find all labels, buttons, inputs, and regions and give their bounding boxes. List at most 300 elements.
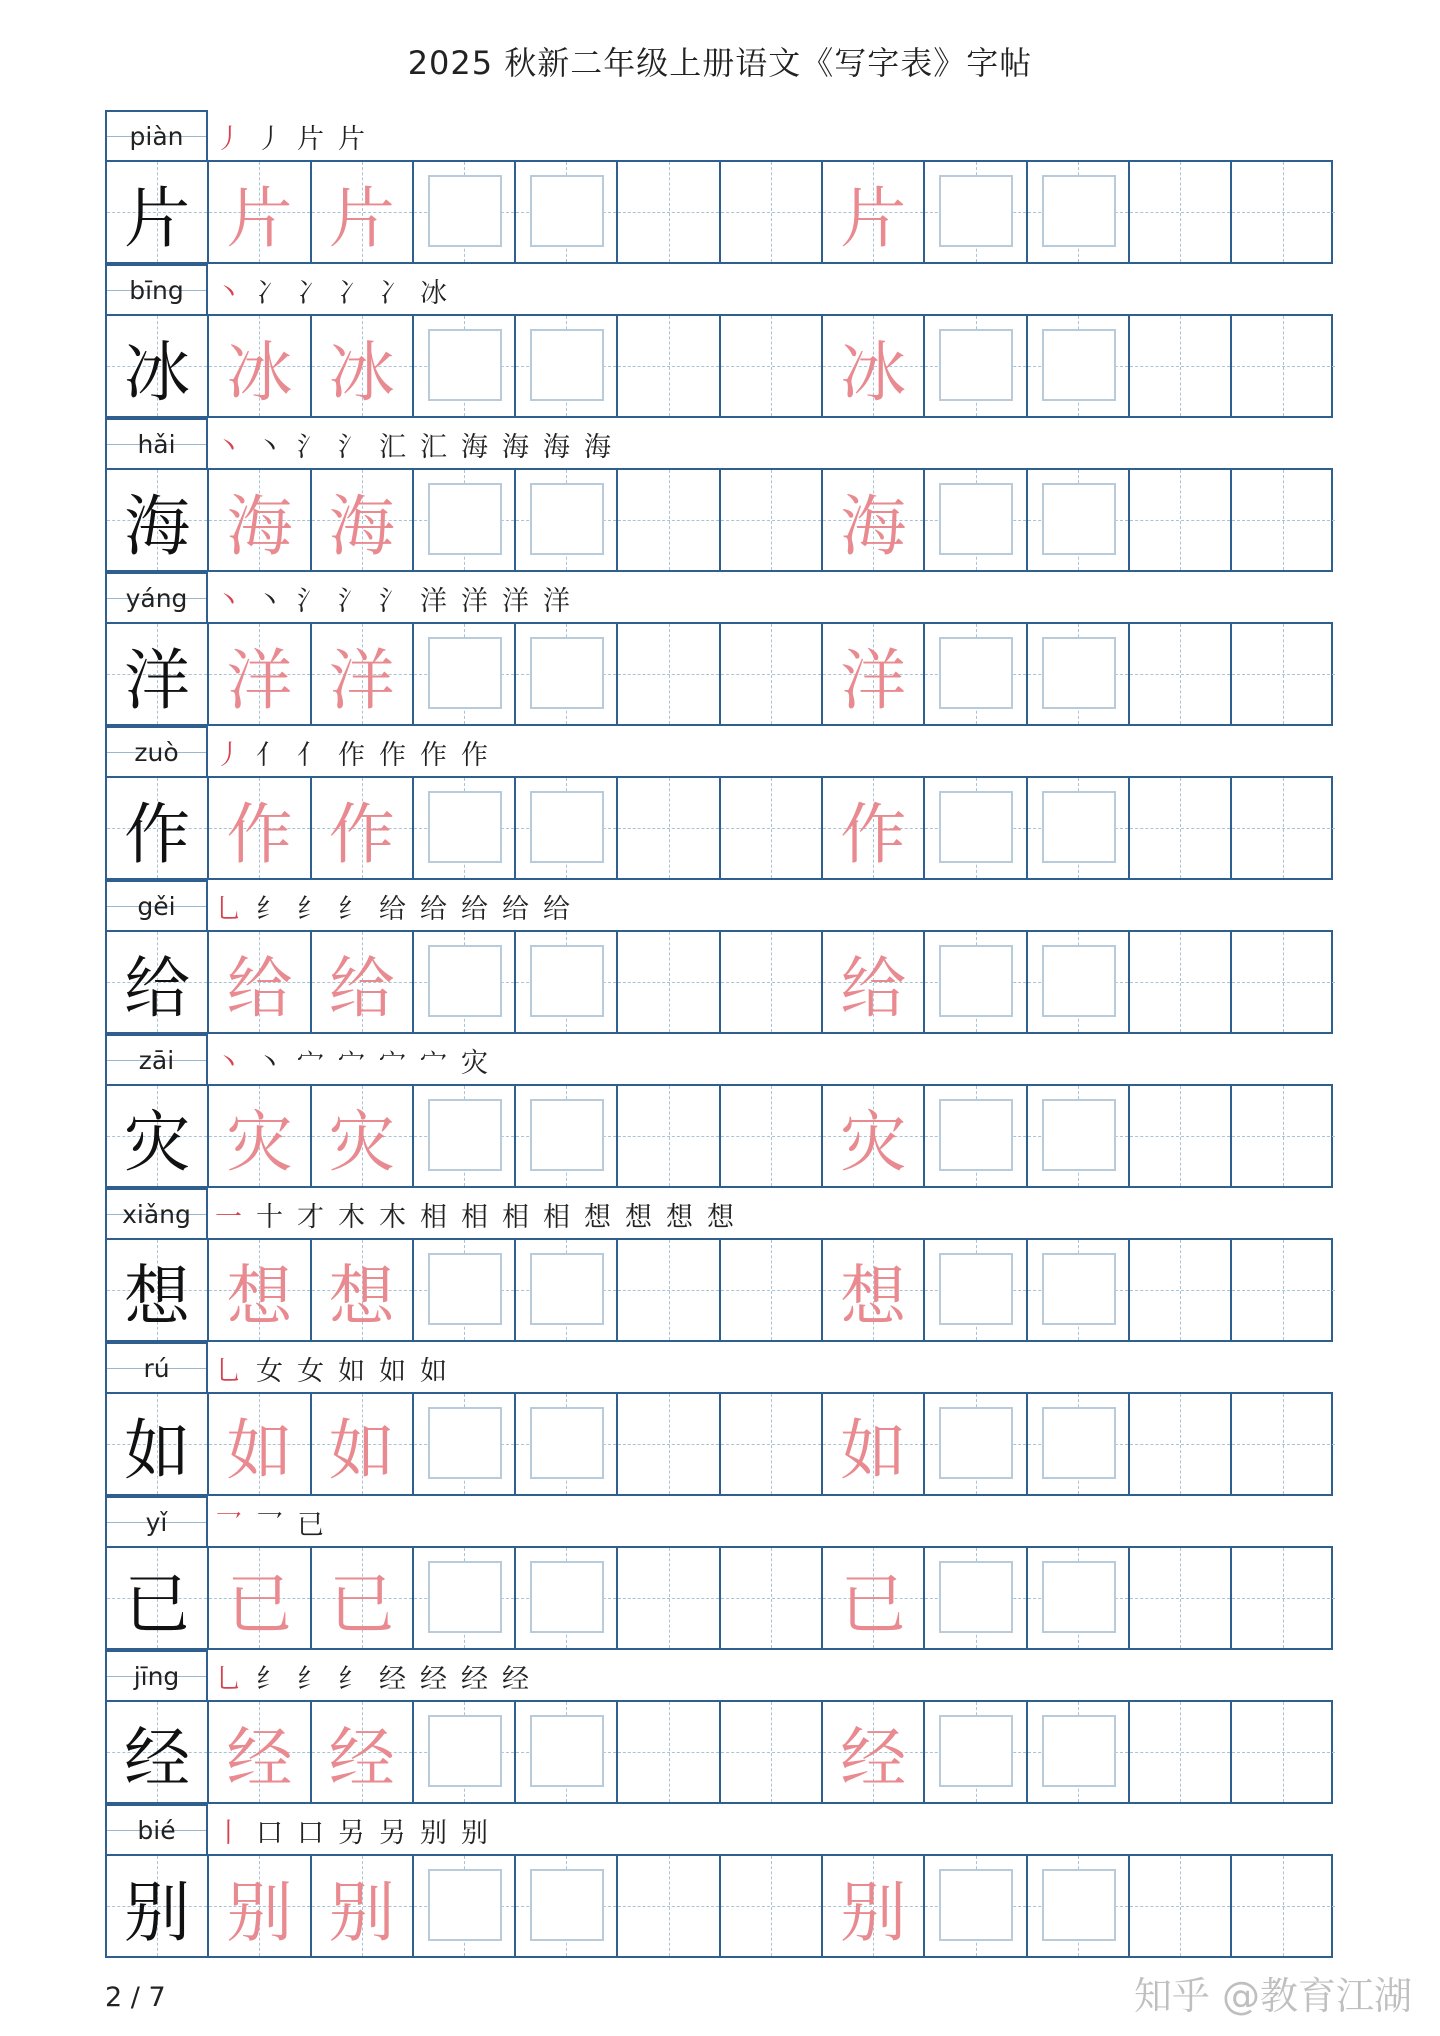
trace-character-cell — [312, 1548, 414, 1648]
character-entry — [105, 110, 1333, 264]
trace-character-cell — [823, 1548, 925, 1648]
stroke-step: 氵 — [338, 432, 365, 463]
blank-practice-cell — [721, 1240, 823, 1340]
writing-grid-row — [105, 314, 1333, 418]
boxed-practice-cell — [1028, 162, 1130, 262]
practice-box — [530, 637, 604, 709]
boxed-practice-cell — [925, 624, 1027, 724]
boxed-practice-cell — [516, 162, 618, 262]
stroke-step: 相 — [543, 1202, 570, 1233]
stroke-step: 纟 — [256, 1664, 283, 1695]
boxed-practice-cell — [925, 932, 1027, 1032]
pinyin-label: zāi — [105, 1034, 208, 1084]
character-entry — [105, 880, 1333, 1034]
trace-character-cell — [209, 1394, 311, 1494]
writing-grid-row — [105, 1084, 1333, 1188]
practice-box — [530, 1253, 604, 1325]
boxed-practice-cell — [516, 932, 618, 1032]
practice-box — [428, 1715, 502, 1787]
trace-character: 片 — [226, 179, 293, 257]
trace-character: 灾 — [328, 1103, 395, 1181]
character-entry — [105, 1804, 1333, 1958]
blank-practice-cell — [721, 932, 823, 1032]
boxed-practice-cell — [925, 778, 1027, 878]
practice-box — [1042, 1869, 1116, 1941]
stroke-step: 乛 — [215, 1510, 242, 1541]
practice-box — [428, 1407, 502, 1479]
pinyin-label: piàn — [105, 110, 208, 160]
stroke-step: 洋 — [502, 586, 529, 617]
blank-practice-cell — [721, 1856, 823, 1956]
blank-practice-cell — [618, 1548, 720, 1648]
page-number: 2 / 7 — [105, 1982, 166, 2013]
practice-box — [530, 1407, 604, 1479]
blank-practice-cell — [1130, 1856, 1232, 1956]
practice-box — [530, 1099, 604, 1171]
trace-character-cell — [312, 1856, 414, 1956]
pinyin-label: yáng — [105, 572, 208, 622]
blank-practice-cell — [1130, 162, 1232, 262]
trace-character: 海 — [226, 487, 293, 565]
stroke-step: 作 — [461, 740, 488, 771]
trace-character: 想 — [840, 1257, 907, 1335]
trace-character: 想 — [226, 1257, 293, 1335]
character-entry — [105, 1188, 1333, 1342]
blank-practice-cell — [618, 1086, 720, 1186]
stroke-step: 女 — [297, 1356, 324, 1387]
practice-box — [530, 1869, 604, 1941]
practice-box — [1042, 1715, 1116, 1787]
practice-box — [939, 637, 1013, 709]
stroke-step: 给 — [379, 894, 406, 925]
character-entry — [105, 1496, 1333, 1650]
trace-character-cell — [823, 1856, 925, 1956]
stroke-step: 口 — [256, 1818, 283, 1849]
stroke-step: 作 — [420, 740, 447, 771]
model-character: 作 — [124, 795, 191, 873]
trace-character-cell — [823, 1394, 925, 1494]
model-character-cell — [107, 624, 209, 724]
trace-character-cell — [823, 624, 925, 724]
boxed-practice-cell — [1028, 316, 1130, 416]
boxed-practice-cell — [1028, 1240, 1130, 1340]
stroke-step: 如 — [420, 1356, 447, 1387]
boxed-practice-cell — [1028, 1086, 1130, 1186]
stroke-step: 口 — [297, 1818, 324, 1849]
practice-box — [939, 329, 1013, 401]
practice-box — [939, 791, 1013, 863]
stroke-order — [215, 1194, 734, 1234]
stroke-step: 冫 — [338, 278, 365, 309]
trace-character: 作 — [840, 795, 907, 873]
stroke-order — [215, 116, 365, 156]
boxed-practice-cell — [925, 162, 1027, 262]
stroke-step: 作 — [379, 740, 406, 771]
practice-box — [1042, 483, 1116, 555]
blank-practice-cell — [1130, 1394, 1232, 1494]
trace-character-cell — [312, 470, 414, 570]
stroke-step: 相 — [461, 1202, 488, 1233]
stroke-order — [215, 270, 447, 310]
stroke-step: 洋 — [543, 586, 570, 617]
stroke-order — [215, 1502, 324, 1542]
stroke-step: 灾 — [461, 1048, 488, 1079]
trace-character-cell — [823, 778, 925, 878]
stroke-step: 经 — [502, 1664, 529, 1695]
stroke-step: 冰 — [420, 278, 447, 309]
model-character: 片 — [124, 179, 191, 257]
pinyin-label: jīng — [105, 1650, 208, 1700]
stroke-step: 冫 — [297, 278, 324, 309]
boxed-practice-cell — [925, 1086, 1027, 1186]
stroke-step: 经 — [420, 1664, 447, 1695]
blank-practice-cell — [721, 624, 823, 724]
practice-box — [1042, 1099, 1116, 1171]
boxed-practice-cell — [516, 1240, 618, 1340]
stroke-step: 冫 — [379, 278, 406, 309]
trace-character-cell — [209, 470, 311, 570]
stroke-step: 经 — [461, 1664, 488, 1695]
stroke-step: 氵 — [297, 586, 324, 617]
trace-character: 经 — [226, 1719, 293, 1797]
stroke-step: 作 — [338, 740, 365, 771]
blank-practice-cell — [1130, 1086, 1232, 1186]
model-character: 如 — [124, 1411, 191, 1489]
stroke-step: 经 — [379, 1664, 406, 1695]
stroke-step: 纟 — [297, 1664, 324, 1695]
blank-practice-cell — [1130, 470, 1232, 570]
model-character-cell — [107, 1548, 209, 1648]
boxed-practice-cell — [516, 1702, 618, 1802]
boxed-practice-cell — [516, 778, 618, 878]
boxed-practice-cell — [925, 1856, 1027, 1956]
blank-practice-cell — [1232, 1548, 1334, 1648]
blank-practice-cell — [618, 624, 720, 724]
boxed-practice-cell — [414, 1856, 516, 1956]
stroke-step: 丶 — [215, 278, 242, 309]
practice-box — [1042, 1253, 1116, 1325]
blank-practice-cell — [618, 1240, 720, 1340]
practice-box — [939, 1099, 1013, 1171]
blank-practice-cell — [721, 1086, 823, 1186]
boxed-practice-cell — [925, 1548, 1027, 1648]
character-entry — [105, 418, 1333, 572]
trace-character-cell — [823, 162, 925, 262]
stroke-step: 给 — [543, 894, 570, 925]
practice-box — [1042, 1407, 1116, 1479]
boxed-practice-cell — [1028, 470, 1130, 570]
stroke-step: 纟 — [338, 894, 365, 925]
trace-character: 经 — [840, 1719, 907, 1797]
trace-character: 想 — [328, 1257, 395, 1335]
blank-practice-cell — [1232, 316, 1334, 416]
stroke-step: 氵 — [297, 432, 324, 463]
stroke-step: 海 — [502, 432, 529, 463]
trace-character-cell — [209, 1856, 311, 1956]
practice-box — [939, 483, 1013, 555]
practice-box — [428, 791, 502, 863]
model-character: 海 — [124, 487, 191, 565]
stroke-step: 丶 — [215, 432, 242, 463]
model-character: 灾 — [124, 1103, 191, 1181]
boxed-practice-cell — [516, 1086, 618, 1186]
boxed-practice-cell — [414, 162, 516, 262]
trace-character: 片 — [328, 179, 395, 257]
blank-practice-cell — [1232, 1240, 1334, 1340]
blank-practice-cell — [1232, 1702, 1334, 1802]
blank-practice-cell — [1130, 932, 1232, 1032]
writing-grid-row — [105, 1392, 1333, 1496]
pinyin-label: gěi — [105, 880, 208, 930]
stroke-step: 乚 — [215, 1664, 242, 1695]
stroke-order — [215, 424, 611, 464]
practice-box — [428, 1561, 502, 1633]
practice-box — [428, 1253, 502, 1325]
trace-character: 已 — [840, 1565, 907, 1643]
practice-box — [530, 1715, 604, 1787]
stroke-step: 想 — [584, 1202, 611, 1233]
trace-character-cell — [209, 1702, 311, 1802]
practice-box — [1042, 329, 1116, 401]
trace-character-cell — [209, 1548, 311, 1648]
stroke-step: 宀 — [338, 1048, 365, 1079]
boxed-practice-cell — [414, 1548, 516, 1648]
boxed-practice-cell — [516, 316, 618, 416]
blank-practice-cell — [721, 1394, 823, 1494]
boxed-practice-cell — [925, 1394, 1027, 1494]
blank-practice-cell — [1232, 932, 1334, 1032]
writing-grid-row — [105, 622, 1333, 726]
trace-character-cell — [209, 316, 311, 416]
boxed-practice-cell — [414, 1394, 516, 1494]
stroke-step: 相 — [502, 1202, 529, 1233]
model-character: 已 — [124, 1565, 191, 1643]
stroke-step: 纟 — [338, 1664, 365, 1695]
stroke-step: 宀 — [379, 1048, 406, 1079]
stroke-step: 丨 — [215, 1818, 242, 1849]
character-entry — [105, 1034, 1333, 1188]
trace-character: 洋 — [840, 641, 907, 719]
stroke-step: 才 — [297, 1202, 324, 1233]
practice-box — [428, 329, 502, 401]
practice-box — [428, 945, 502, 1017]
stroke-step: 想 — [625, 1202, 652, 1233]
boxed-practice-cell — [516, 624, 618, 724]
model-character-cell — [107, 470, 209, 570]
practice-box — [1042, 637, 1116, 709]
trace-character: 洋 — [226, 641, 293, 719]
practice-box — [530, 1561, 604, 1633]
blank-practice-cell — [1130, 778, 1232, 878]
practice-box — [1042, 791, 1116, 863]
stroke-step: 宀 — [297, 1048, 324, 1079]
trace-character-cell — [312, 932, 414, 1032]
writing-grid-row — [105, 776, 1333, 880]
trace-character: 给 — [840, 949, 907, 1027]
practice-box — [939, 1253, 1013, 1325]
writing-grid-row — [105, 1700, 1333, 1804]
model-character-cell — [107, 1394, 209, 1494]
practice-box — [1042, 1561, 1116, 1633]
stroke-order — [215, 886, 570, 926]
trace-character: 冰 — [226, 333, 293, 411]
stroke-order — [215, 732, 488, 772]
practice-box — [939, 1869, 1013, 1941]
boxed-practice-cell — [1028, 932, 1130, 1032]
trace-character-cell — [823, 316, 925, 416]
stroke-step: 给 — [420, 894, 447, 925]
trace-character-cell — [823, 1240, 925, 1340]
practice-box — [939, 175, 1013, 247]
pinyin-label: bīng — [105, 264, 208, 314]
stroke-step: 氵 — [338, 586, 365, 617]
trace-character: 如 — [328, 1411, 395, 1489]
trace-character: 作 — [226, 795, 293, 873]
blank-practice-cell — [618, 1702, 720, 1802]
blank-practice-cell — [1130, 1548, 1232, 1648]
model-character-cell — [107, 1240, 209, 1340]
trace-character: 已 — [328, 1565, 395, 1643]
stroke-step: 想 — [707, 1202, 734, 1233]
model-character-cell — [107, 316, 209, 416]
stroke-step: 汇 — [420, 432, 447, 463]
stroke-step: 宀 — [420, 1048, 447, 1079]
trace-character-cell — [312, 162, 414, 262]
practice-sheet — [105, 110, 1333, 1958]
boxed-practice-cell — [516, 1548, 618, 1648]
boxed-practice-cell — [414, 624, 516, 724]
trace-character: 别 — [226, 1873, 293, 1951]
stroke-step: 丶 — [256, 432, 283, 463]
trace-character-cell — [209, 932, 311, 1032]
practice-box — [939, 1407, 1013, 1479]
watermark: 知乎 @教育江湖 — [1133, 1974, 1412, 2018]
boxed-practice-cell — [925, 470, 1027, 570]
blank-practice-cell — [1232, 1086, 1334, 1186]
boxed-practice-cell — [1028, 778, 1130, 878]
blank-practice-cell — [1130, 316, 1232, 416]
model-character-cell — [107, 162, 209, 262]
practice-box — [939, 945, 1013, 1017]
practice-box — [428, 1099, 502, 1171]
stroke-step: 片 — [297, 124, 324, 155]
stroke-step: 别 — [461, 1818, 488, 1849]
stroke-step: 丿 — [256, 124, 283, 155]
practice-box — [428, 1869, 502, 1941]
trace-character: 别 — [840, 1873, 907, 1951]
boxed-practice-cell — [414, 470, 516, 570]
stroke-order — [215, 1810, 488, 1850]
blank-practice-cell — [618, 932, 720, 1032]
trace-character: 别 — [328, 1873, 395, 1951]
blank-practice-cell — [618, 470, 720, 570]
stroke-step: 木 — [338, 1202, 365, 1233]
trace-character-cell — [312, 1702, 414, 1802]
boxed-practice-cell — [414, 1702, 516, 1802]
trace-character-cell — [823, 1086, 925, 1186]
stroke-step: 片 — [338, 124, 365, 155]
trace-character-cell — [823, 470, 925, 570]
trace-character: 经 — [328, 1719, 395, 1797]
boxed-practice-cell — [414, 932, 516, 1032]
practice-box — [1042, 945, 1116, 1017]
stroke-order — [215, 1656, 529, 1696]
trace-character: 作 — [328, 795, 395, 873]
boxed-practice-cell — [925, 1240, 1027, 1340]
blank-practice-cell — [1232, 470, 1334, 570]
character-entry — [105, 1342, 1333, 1496]
trace-character: 给 — [328, 949, 395, 1027]
trace-character-cell — [209, 1086, 311, 1186]
boxed-practice-cell — [925, 1702, 1027, 1802]
blank-practice-cell — [618, 316, 720, 416]
practice-box — [428, 175, 502, 247]
practice-box — [939, 1561, 1013, 1633]
stroke-step: 氵 — [379, 586, 406, 617]
page-title: 2025 秋新二年级上册语文《写字表》字帖 — [407, 44, 1033, 82]
blank-practice-cell — [721, 316, 823, 416]
blank-practice-cell — [1130, 1240, 1232, 1340]
stroke-step: 丿 — [215, 124, 242, 155]
pinyin-label: yǐ — [105, 1496, 208, 1546]
blank-practice-cell — [618, 162, 720, 262]
blank-practice-cell — [1232, 1394, 1334, 1494]
trace-character-cell — [312, 1086, 414, 1186]
trace-character: 片 — [840, 179, 907, 257]
model-character: 冰 — [124, 333, 191, 411]
trace-character: 海 — [328, 487, 395, 565]
boxed-practice-cell — [925, 316, 1027, 416]
blank-practice-cell — [721, 470, 823, 570]
trace-character-cell — [209, 778, 311, 878]
trace-character: 海 — [840, 487, 907, 565]
boxed-practice-cell — [1028, 1856, 1130, 1956]
stroke-step: 亻 — [297, 740, 324, 771]
model-character-cell — [107, 932, 209, 1032]
blank-practice-cell — [618, 1856, 720, 1956]
trace-character-cell — [209, 624, 311, 724]
stroke-step: 给 — [461, 894, 488, 925]
trace-character: 灾 — [840, 1103, 907, 1181]
writing-grid-row — [105, 160, 1333, 264]
trace-character: 如 — [226, 1411, 293, 1489]
blank-practice-cell — [721, 1548, 823, 1648]
trace-character: 洋 — [328, 641, 395, 719]
trace-character-cell — [209, 1240, 311, 1340]
trace-character-cell — [823, 1702, 925, 1802]
writing-grid-row — [105, 1854, 1333, 1958]
model-character: 洋 — [124, 641, 191, 719]
trace-character: 给 — [226, 949, 293, 1027]
stroke-step: 另 — [338, 1818, 365, 1849]
blank-practice-cell — [1130, 624, 1232, 724]
trace-character-cell — [312, 1394, 414, 1494]
blank-practice-cell — [1232, 624, 1334, 724]
writing-grid-row — [105, 468, 1333, 572]
boxed-practice-cell — [1028, 624, 1130, 724]
blank-practice-cell — [1232, 162, 1334, 262]
model-character: 经 — [124, 1719, 191, 1797]
boxed-practice-cell — [414, 778, 516, 878]
stroke-step: 洋 — [420, 586, 447, 617]
boxed-practice-cell — [1028, 1702, 1130, 1802]
stroke-step: 海 — [543, 432, 570, 463]
stroke-step: 十 — [256, 1202, 283, 1233]
writing-grid-row — [105, 1238, 1333, 1342]
boxed-practice-cell — [414, 316, 516, 416]
trace-character-cell — [823, 932, 925, 1032]
stroke-step: 如 — [338, 1356, 365, 1387]
